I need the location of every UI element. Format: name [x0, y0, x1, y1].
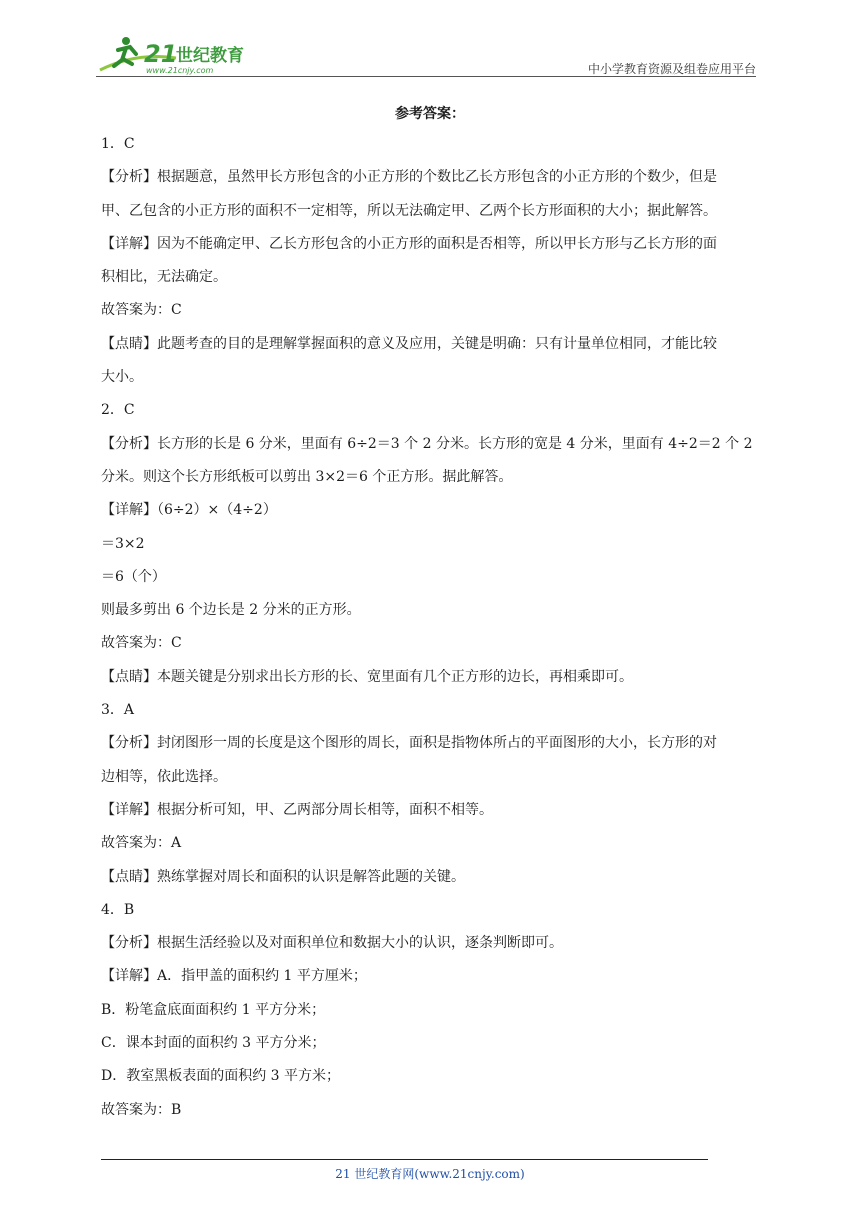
text-line: 则最多剪出 6 个边长是 2 分米的正方形。 — [101, 602, 361, 619]
svg-text:www.21cnjy.com: www.21cnjy.com — [146, 66, 214, 75]
site-logo — [96, 32, 266, 76]
platform-name: 中小学教育资源及组卷应用平台 — [587, 62, 756, 76]
text-line: 大小。 — [101, 369, 143, 386]
text-line: 故答案为：A — [101, 835, 182, 852]
footer-text: 21 世纪教育网(www.21cnjy.com) — [335, 1167, 525, 1181]
text-line: 甲、乙包含的小正方形的面积不一定相等，所以无法确定甲、乙两个长方形面积的大小；据此解答。 — [101, 202, 717, 219]
text-line: 故答案为：C — [101, 635, 182, 652]
text-line: ＝3×2 — [101, 535, 145, 552]
header-divider — [96, 76, 756, 77]
text-line: D．教室黑板表面的面积约 3 平方米； — [101, 1068, 341, 1085]
text-line: 1．C — [101, 136, 135, 152]
answer-title: 参考答案： — [395, 106, 465, 122]
text-line: 4．B — [101, 901, 135, 918]
text-line: C．课本封面的面积约 3 平方分米； — [101, 1035, 326, 1052]
text-line: B．粉笔盒底面面积约 1 平方分米； — [101, 1001, 326, 1018]
text-line: 【分析】根据生活经验以及对面积单位和数据大小的认识，逐条判断即可。 — [101, 935, 563, 952]
page-header — [96, 28, 756, 78]
footer-divider — [101, 1159, 708, 1160]
text-line: 【详解】因为不能确定甲、乙长方形包含的小正方形的面积是否相等，所以甲长方形与乙长方形的面 — [101, 235, 717, 252]
svg-text:世纪教育: 世纪教育 — [176, 46, 244, 66]
text-line: 【详解】根据分析可知，甲、乙两部分周长相等，面积不相等。 — [101, 801, 493, 818]
text-line: 故答案为：C — [101, 302, 182, 319]
svg-text:21: 21 — [144, 40, 178, 68]
text-line: 积相比，无法确定。 — [101, 269, 227, 286]
text-line: 【分析】长方形的长是 6 分米，里面有 6÷2＝3 个 2 分米。长方形的宽是 4 分米，里面有 4÷2＝2 个 2 — [101, 435, 753, 452]
text-line: 【分析】根据题意，虽然甲长方形包含的小正方形的个数比乙长方形包含的小正方形的个数少，但是 — [101, 169, 717, 186]
text-line: 3．A — [101, 702, 135, 719]
text-line: 【点睛】熟练掌握对周长和面积的认识是解答此题的关键。 — [101, 868, 465, 885]
text-line: 【点睛】此题考查的目的是理解掌握面积的意义及应用，关键是明确：只有计量单位相同，才能比较 — [101, 335, 717, 352]
text-line: 2．C — [101, 402, 135, 419]
answer-content — [101, 128, 773, 1127]
text-line: 【详解】A．指甲盖的面积约 1 平方厘米； — [101, 968, 367, 985]
text-line: 【点睛】本题关键是分别求出长方形的长、宽里面有几个正方形的边长，再相乘即可。 — [101, 668, 633, 685]
text-line: 故答案为：B — [101, 1101, 182, 1118]
text-line: 【详解】（6÷2）×（4÷2） — [101, 502, 277, 519]
text-line: 边相等，依此选择。 — [101, 768, 227, 785]
text-line: 分米。则这个长方形纸板可以剪出 3×2＝6 个正方形。据此解答。 — [101, 468, 513, 485]
text-line: 【分析】封闭图形一周的长度是这个图形的周长，面积是指物体所占的平面图形的大小，长方形的对 — [101, 735, 717, 752]
text-line: ＝6（个） — [101, 568, 166, 585]
